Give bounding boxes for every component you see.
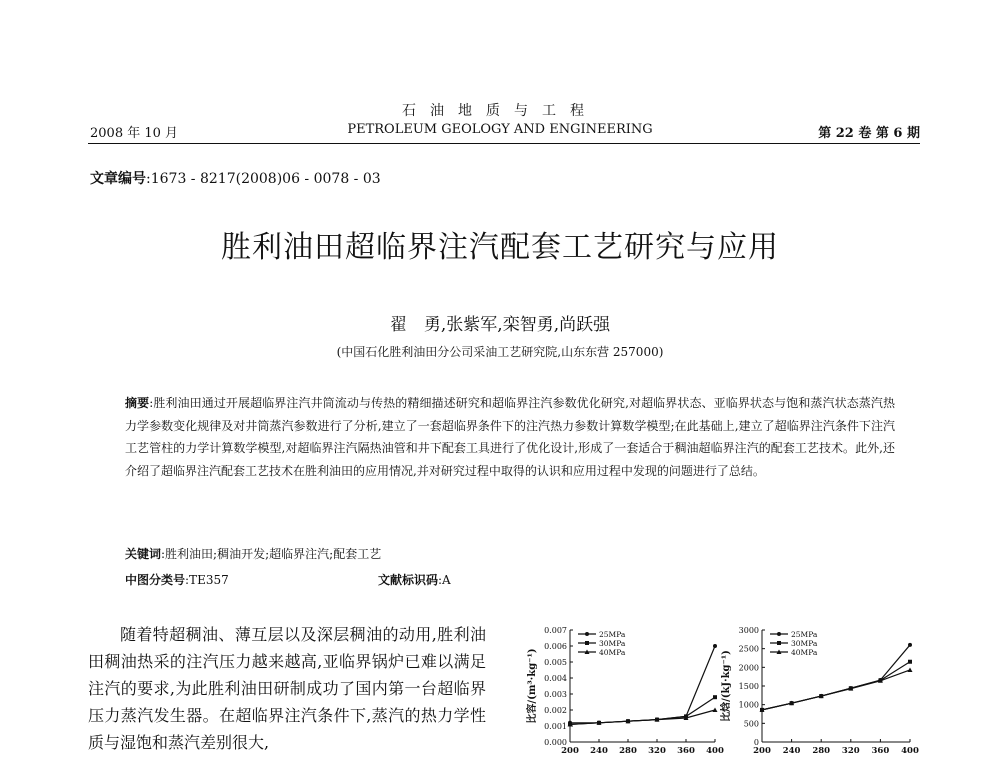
y-tick-label: 0.001 <box>544 722 567 731</box>
y-axis-label: 比焓/(kJ·kg⁻¹) <box>721 650 732 722</box>
y-tick-label: 0.003 <box>544 690 567 699</box>
data-point <box>908 667 913 672</box>
x-tick-label: 400 <box>706 746 724 756</box>
body-text <box>88 621 486 756</box>
y-axis-label: 比容/(m³·kg⁻¹) <box>527 648 538 724</box>
legend-label: 30MPa <box>599 639 626 648</box>
y-tick-label: 0.004 <box>544 674 567 683</box>
classification-text: :TE357 <box>185 573 229 587</box>
x-tick-label: 200 <box>753 746 771 756</box>
x-tick-label: 360 <box>677 746 695 756</box>
chart-specific-enthalpy <box>720 620 920 760</box>
y-tick-label: 2000 <box>738 663 759 673</box>
y-tick-label: 0.000 <box>544 738 567 747</box>
y-tick-label: 0.005 <box>544 658 567 667</box>
legend-marker <box>777 632 781 636</box>
legend-marker <box>585 632 589 636</box>
y-tick-label: 0.007 <box>544 626 567 635</box>
document-code <box>378 571 451 588</box>
legend-label: 25MPa <box>791 630 818 639</box>
series-line-30MPa <box>762 662 910 710</box>
chart-specific-volume <box>525 620 725 760</box>
x-tick-label: 280 <box>812 746 831 756</box>
x-tick-label: 240 <box>590 746 608 756</box>
journal-title-en: PETROLEUM GEOLOGY AND ENGINEERING <box>347 122 653 137</box>
data-point <box>713 644 717 648</box>
data-point <box>713 695 717 699</box>
y-tick-label: 0 <box>753 738 759 747</box>
keywords-label: 关键词 <box>125 547 162 561</box>
article-number-label: 文章编号 <box>90 171 146 187</box>
authors: 翟 勇,张紫军,栾智勇,尚跃强 <box>389 315 611 335</box>
classification <box>125 571 229 588</box>
keywords <box>125 545 381 562</box>
data-point <box>713 708 718 713</box>
volume-issue: 第 22 卷 第 6 期 <box>818 126 920 141</box>
y-tick-label: 0.006 <box>544 642 567 651</box>
document-code-text: :A <box>438 573 451 587</box>
abstract-label: 摘要 <box>125 396 150 410</box>
legend-label: 40MPa <box>599 648 626 657</box>
x-tick-label: 320 <box>841 746 860 756</box>
legend-label: 25MPa <box>599 630 626 639</box>
x-tick-label: 320 <box>648 746 666 756</box>
series-line-25MPa <box>762 645 910 710</box>
article-number-value: :1673 - 8217(2008)06 - 0078 - 03 <box>146 171 381 187</box>
x-tick-label: 360 <box>871 746 890 756</box>
legend-marker <box>585 641 589 645</box>
classification-label: 中图分类号 <box>125 573 186 587</box>
x-tick-label: 280 <box>619 746 637 756</box>
paper-title: 胜利油田超临界注汽配套工艺研究与应用 <box>221 230 779 265</box>
y-tick-label: 1500 <box>738 682 759 691</box>
x-tick-label: 240 <box>782 746 801 756</box>
keywords-text: :胜利油田;稠油开发;超临界注汽;配套工艺 <box>161 547 382 561</box>
data-point <box>908 660 912 664</box>
y-tick-label: 1000 <box>738 700 759 710</box>
abstract <box>125 392 895 482</box>
legend-label: 40MPa <box>791 648 818 657</box>
y-tick-label: 500 <box>743 719 759 729</box>
y-tick-label: 3000 <box>738 626 759 635</box>
article-number <box>90 168 381 188</box>
document-code-label: 文献标识码 <box>378 573 439 587</box>
x-tick-label: 200 <box>561 746 579 756</box>
header-rule <box>88 143 920 144</box>
header-date: 2008 年 10 月 <box>90 126 179 141</box>
data-point <box>908 643 912 647</box>
abstract-text: :胜利油田通过开展超临界注汽井筒流动与传热的精细描述研究和超临界注汽参数优化研究,对超临界状态、亚临界状态与饱和蒸汽状态蒸汽热力学参数变化规律及对井筒蒸汽参数进行了分析,建立了一套超临界条件下的注汽热力参数计算数学模型;在此基础上,建立了超临界注汽条件下注汽工艺管柱的力学计算数学模型,对超临界注汽隔热油管和井下配套工具进行了优化设计,形成了一套适合于稠油超临界注汽的配套工艺技术。此外,还介绍了超临界注汽配套工艺技术在胜利油田的应用情况,并对研究过程中取得的认识和应用过程中发现的问题进行了总结。 <box>125 396 895 478</box>
legend-label: 30MPa <box>791 639 818 648</box>
legend-marker <box>777 641 781 645</box>
x-tick-label: 400 <box>901 746 919 756</box>
affiliation: (中国石化胜利油田分公司采油工艺研究院,山东东营 257000) <box>336 345 664 359</box>
body-paragraph: 随着特超稠油、薄互层以及深层稠油的动用,胜利油田稠油热采的注汽压力越来越高,亚临界锅炉已难以满足注汽的要求,为此胜利油田研制成功了国内第一台超临界压力蒸汽发生器。在超临界注汽条件下,蒸汽的热力学性质与湿饱和蒸汽差别很大, <box>88 625 486 752</box>
y-tick-label: 0.002 <box>544 706 567 715</box>
journal-title-cn: 石油地质与工程 <box>402 103 598 119</box>
y-tick-label: 2500 <box>738 644 759 654</box>
